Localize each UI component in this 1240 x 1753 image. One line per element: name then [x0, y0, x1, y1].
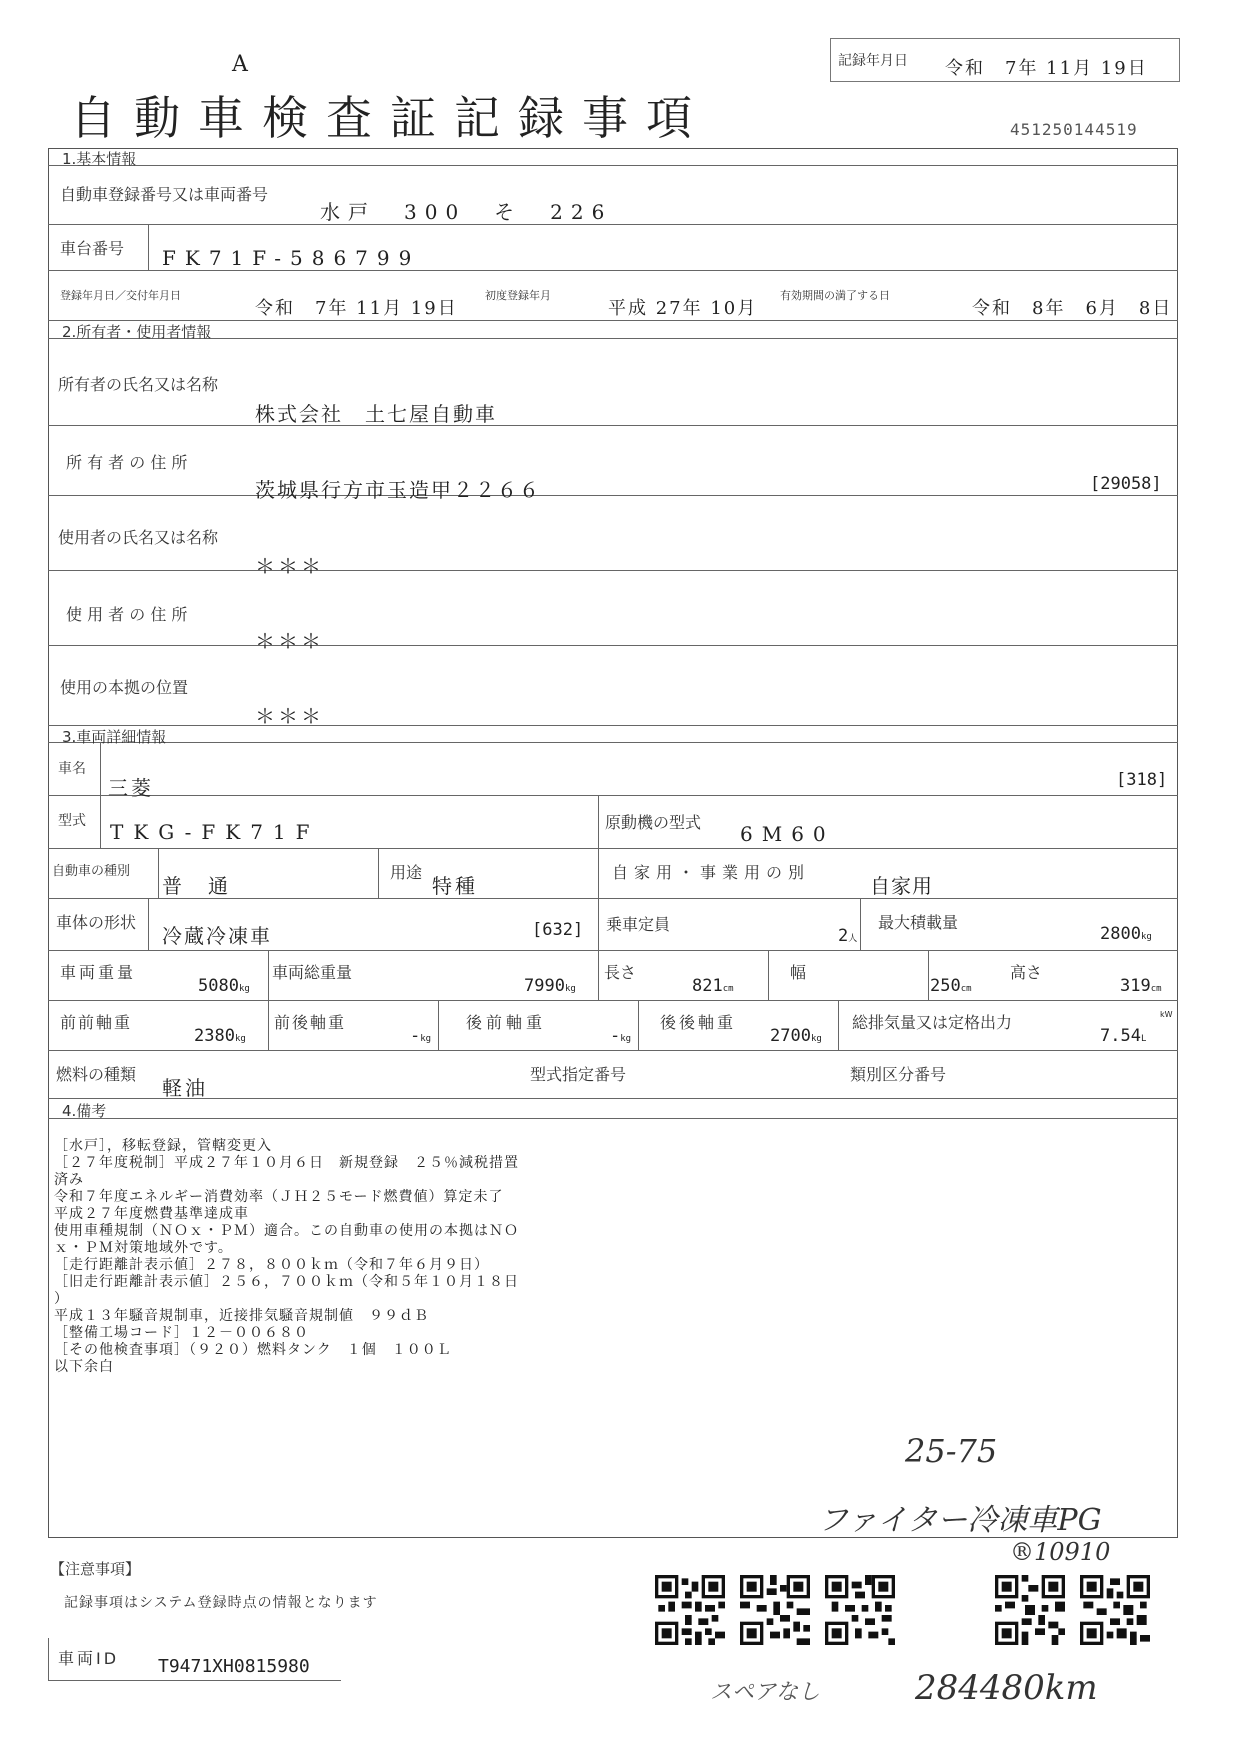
- remarks-line: ［その他検査事項］（９２０）燃料タンク １個 １００Ｌ: [54, 1342, 452, 1358]
- remarks-line: 以下余白: [54, 1359, 114, 1375]
- owner-address: 茨城県行方市玉造甲２２６６: [255, 478, 541, 502]
- registration-number: 水戸 300 そ 226: [320, 200, 613, 224]
- usage-label: 用途: [390, 863, 423, 882]
- vehicle-weight-label: 車両重量: [60, 963, 137, 982]
- body-shape-code: [632]: [532, 920, 584, 940]
- first-registration-label: 初度登録年月: [485, 289, 551, 302]
- owner-name-label: 所有者の氏名又は名称: [58, 375, 219, 394]
- record-date-label: 記録年月日: [838, 53, 908, 69]
- notice-title: 【注意事項】: [50, 1560, 141, 1578]
- remarks-line: 使用車種規制（ＮＯｘ・ＰＭ）適合。この自動車の使用の本拠はＮＯ: [54, 1223, 519, 1239]
- height: 319cm: [1120, 976, 1162, 996]
- registration-date-label: 登録年月日／交付年月日: [60, 289, 181, 302]
- fuel-type: 軽油: [162, 1076, 208, 1100]
- remarks-line: 令和７年度エネルギー消費効率（ＪＨ２５モード燃費値）算定未了: [54, 1189, 504, 1205]
- owner-address-code: [29058]: [1090, 474, 1162, 494]
- model: TKG-FK71F: [110, 820, 320, 844]
- handwritten-description: ファイター冷凍車PG: [818, 1503, 1102, 1538]
- vehicle-id: T9471XH0815980: [158, 1656, 310, 1677]
- owner-address-label: 所 有 者 の 住 所: [66, 453, 188, 472]
- displacement-unit-kw: kW: [1160, 1010, 1173, 1019]
- remarks-line: 平成２７年度燃費基準達成車: [54, 1206, 249, 1222]
- user-name-label: 使用者の氏名又は名称: [58, 528, 219, 547]
- displacement-label: 総排気量又は定格出力: [852, 1013, 1013, 1032]
- base-location: ＊＊＊: [255, 704, 324, 728]
- handwritten-mileage: 284480km: [915, 1668, 1098, 1708]
- owner-name: 株式会社 土七屋自動車: [255, 402, 497, 426]
- capacity: 2人: [838, 926, 858, 946]
- remarks-line: 平成１３年騒音規制車，近接排気騒音規制値 ９９ｄＢ: [54, 1308, 429, 1324]
- front-rear-axle-label: 前後軸重: [274, 1013, 347, 1032]
- page-title: 自動車検査証記録事項: [70, 91, 710, 145]
- front-front-axle: 2380kg: [194, 1026, 246, 1046]
- rear-front-axle-label: 後前軸重: [466, 1013, 547, 1032]
- qr-code-4: [995, 1575, 1065, 1645]
- width: 250cm: [930, 976, 972, 996]
- length: 821cm: [692, 976, 734, 996]
- vehicle-kind-label: 自動車の種別: [52, 864, 131, 879]
- remarks-line: ［２７年度税制］平成２７年１０月６日 新規登録 ２５％減税措置: [54, 1155, 519, 1171]
- fuel-type-label: 燃料の種類: [56, 1065, 137, 1084]
- maker: 三菱: [108, 776, 154, 800]
- vehicle-kind: 普 通: [162, 874, 231, 898]
- section-basic-info-title: 1.基本情報: [62, 150, 137, 168]
- base-location-label: 使用の本拠の位置: [60, 678, 189, 697]
- max-load: 2800kg: [1100, 924, 1152, 944]
- remarks-line: ｘ・ＰＭ対策地域外です。: [54, 1240, 233, 1256]
- qr-code-2: [740, 1575, 810, 1645]
- gross-weight-label: 車両総重量: [272, 963, 353, 982]
- remarks-line: ［整備工場コード］１２－００６８０: [54, 1325, 309, 1341]
- chassis-number: FK71F-586799: [162, 246, 421, 270]
- user-address: ＊＊＊: [255, 629, 324, 653]
- section-remarks-title: 4.備考: [62, 1102, 107, 1120]
- front-front-axle-label: 前前軸重: [60, 1013, 133, 1032]
- rear-front-axle: -kg: [610, 1026, 632, 1046]
- expiry-label: 有効期間の満了する日: [780, 289, 890, 302]
- qr-code-3: [825, 1575, 895, 1645]
- length-label: 長さ: [604, 963, 637, 982]
- qr-code-5: [1080, 1575, 1150, 1645]
- document-number: 451250144519: [1010, 120, 1138, 139]
- remarks-line: ［水戸］，移転登録，管轄変更入: [54, 1138, 272, 1154]
- vehicle-weight: 5080kg: [198, 976, 250, 996]
- rear-rear-axle: 2700kg: [770, 1026, 822, 1046]
- body-shape-label: 車体の形状: [56, 913, 137, 932]
- section-vehicle-detail-title: 3.車両詳細情報: [62, 728, 167, 746]
- chassis-number-label: 車台番号: [60, 239, 125, 258]
- expiry-date: 令和 8年 6月 8日: [972, 298, 1173, 319]
- capacity-label: 乗車定員: [606, 915, 671, 934]
- maker-code: [318]: [1116, 770, 1168, 790]
- remarks-block: [54, 1138, 519, 1376]
- user-name: ＊＊＊: [255, 554, 324, 578]
- engine-model: 6M60: [740, 822, 835, 846]
- handwritten-note: スペアなし: [710, 1680, 821, 1705]
- first-registration: 平成 27年 10月: [608, 298, 758, 319]
- user-address-label: 使 用 者 の 住 所: [66, 605, 188, 624]
- displacement: 7.54L: [1100, 1026, 1147, 1046]
- section-owner-user-title: 2.所有者・使用者情報: [62, 323, 212, 341]
- remarks-line: ［旧走行距離計表示値］２５６，７００ｋｍ（令和５年１０月１８日: [54, 1274, 519, 1290]
- private-business-label: 自家用・事業用の別: [612, 863, 811, 882]
- class-number-label: 類別区分番号: [850, 1065, 947, 1084]
- body-shape: 冷蔵冷凍車: [162, 924, 272, 948]
- usage: 特種: [432, 874, 478, 898]
- registration-date: 令和 7年 11月 19日: [255, 298, 458, 319]
- remarks-line: ［走行距離計表示値］２７８，８００ｋｍ（令和７年６月９日）: [54, 1257, 489, 1273]
- remarks-line: ）: [54, 1291, 69, 1307]
- vehicle-id-label: 車両ID: [58, 1649, 120, 1668]
- maker-label: 車名: [58, 761, 86, 777]
- model-label: 型式: [58, 813, 86, 829]
- handwritten-code: 25-75: [905, 1432, 998, 1470]
- rear-rear-axle-label: 後後軸重: [660, 1013, 737, 1032]
- private-business: 自家用: [870, 874, 933, 898]
- gross-weight: 7990kg: [524, 976, 576, 996]
- notice-text: 記録事項はシステム登録時点の情報となります: [64, 1595, 378, 1611]
- max-load-label: 最大積載量: [878, 913, 959, 932]
- record-date: 令和 7年 11月 19日: [945, 58, 1148, 79]
- remarks-line: 済み: [54, 1172, 84, 1188]
- front-rear-axle: -kg: [410, 1026, 432, 1046]
- type-certification-label: 型式指定番号: [530, 1065, 627, 1084]
- qr-code-1: [655, 1575, 725, 1645]
- registration-number-label: 自動車登録番号又は車両番号: [60, 185, 269, 204]
- height-label: 高さ: [1010, 963, 1043, 982]
- form-mark: A: [232, 52, 248, 77]
- engine-model-label: 原動機の型式: [605, 813, 702, 832]
- width-label: 幅: [790, 963, 807, 982]
- handwritten-number: ®10910: [1010, 1538, 1111, 1566]
